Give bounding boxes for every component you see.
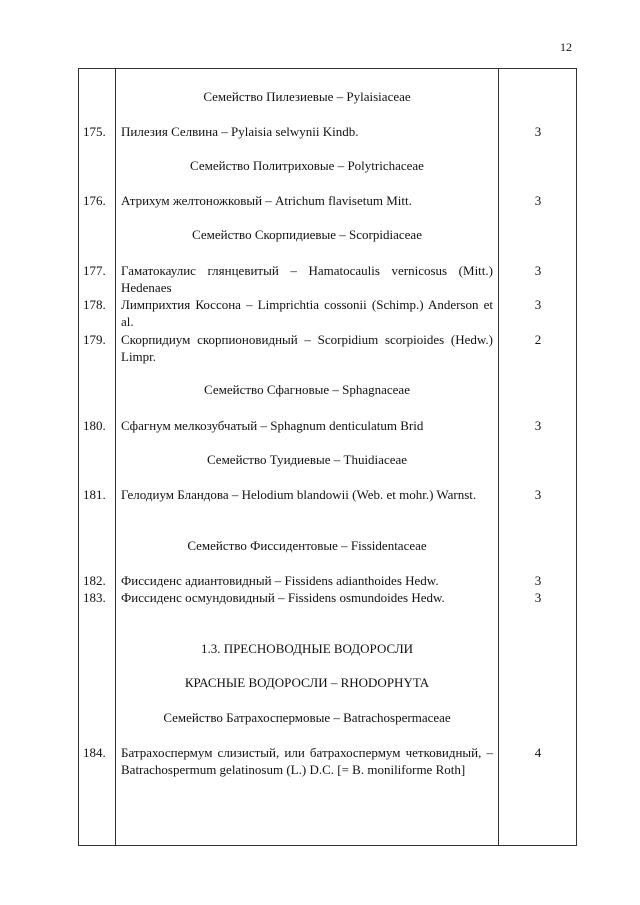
species-name: Лимприхтия Коссона – Limprichtia cossonii (Schimp.) Anderson et al.: [121, 297, 493, 329]
species-name: Фиссиденс осмундовидный – Fissidens osmundoides Hedw.: [121, 590, 445, 605]
page-number: 12: [560, 40, 572, 54]
row-number: 177.: [83, 263, 106, 278]
family-heading: Семейство Политриховые – Polytrichaceae: [190, 158, 424, 173]
row-number: 182.: [83, 573, 106, 588]
species-name: Пилезия Селвина – Pylaisia selwynii Kindb.: [121, 124, 359, 139]
species-name: Гаматокаулис глянцевитый – Hamatocaulis vernicosus (Mitt.) Hedenaes: [121, 263, 493, 295]
species-name: Скорпидиум скорпионовидный – Scorpidium scorpioides (Hedw.) Limpr.: [121, 332, 493, 364]
rarity-category: 3: [534, 124, 542, 139]
family-heading: Семейство Батрахоспермовые – Batrachospermaceae: [163, 710, 451, 725]
rarity-category: 3: [534, 573, 542, 588]
species-name: Батрахоспермум слизистый, или батрахоспермум четковидный, – Batrachospermum gelatinosum (L.) D.C. [= B. moniliforme Roth]: [121, 745, 493, 777]
row-number: 176.: [83, 193, 106, 208]
rarity-category: 2: [534, 332, 542, 347]
division-heading: КРАСНЫЕ ВОДОРОСЛИ – RHODOPHYTA: [184, 675, 430, 690]
row-number: 183.: [83, 590, 106, 605]
rarity-category: 3: [534, 590, 542, 605]
species-name: Атрихум желтоножковый – Atrichum flavisetum Mitt.: [121, 193, 412, 208]
species-table: [78, 68, 577, 846]
rarity-category: 4: [534, 745, 542, 760]
rarity-category: 3: [534, 418, 542, 433]
row-number: 178.: [83, 297, 106, 312]
rarity-category: 3: [534, 487, 542, 502]
column-divider-category: [498, 69, 499, 845]
row-number: 179.: [83, 332, 106, 347]
row-number: 175.: [83, 124, 106, 139]
row-number: 181.: [83, 487, 106, 502]
section-heading: 1.3. ПРЕСНОВОДНЫЕ ВОДОРОСЛИ: [200, 641, 414, 656]
family-heading: Семейство Фиссидентовые – Fissidentaceae: [187, 538, 427, 553]
family-heading: Семейство Скорпидиевые – Scorpidiaceae: [192, 227, 422, 242]
species-name: Сфагнум мелкозубчатый – Sphagnum denticulatum Brid: [121, 418, 424, 433]
rarity-category: 3: [534, 263, 542, 278]
species-name: Гелодиум Бландова – Helodium blandowii (Web. et mohr.) Warnst.: [121, 487, 477, 502]
species-name: Фиссиденс адиантовидный – Fissidens adianthoides Hedw.: [121, 573, 439, 588]
row-number: 184.: [83, 745, 106, 760]
family-heading: Семейство Туидиевые – Thuidiaceae: [206, 452, 408, 467]
rarity-category: 3: [534, 193, 542, 208]
row-number: 180.: [83, 418, 106, 433]
rarity-category: 3: [534, 297, 542, 312]
family-heading: Семейство Пилезиевые – Pylaisiaceae: [203, 89, 411, 104]
family-heading: Семейство Сфагновые – Sphagnaceae: [204, 382, 410, 397]
